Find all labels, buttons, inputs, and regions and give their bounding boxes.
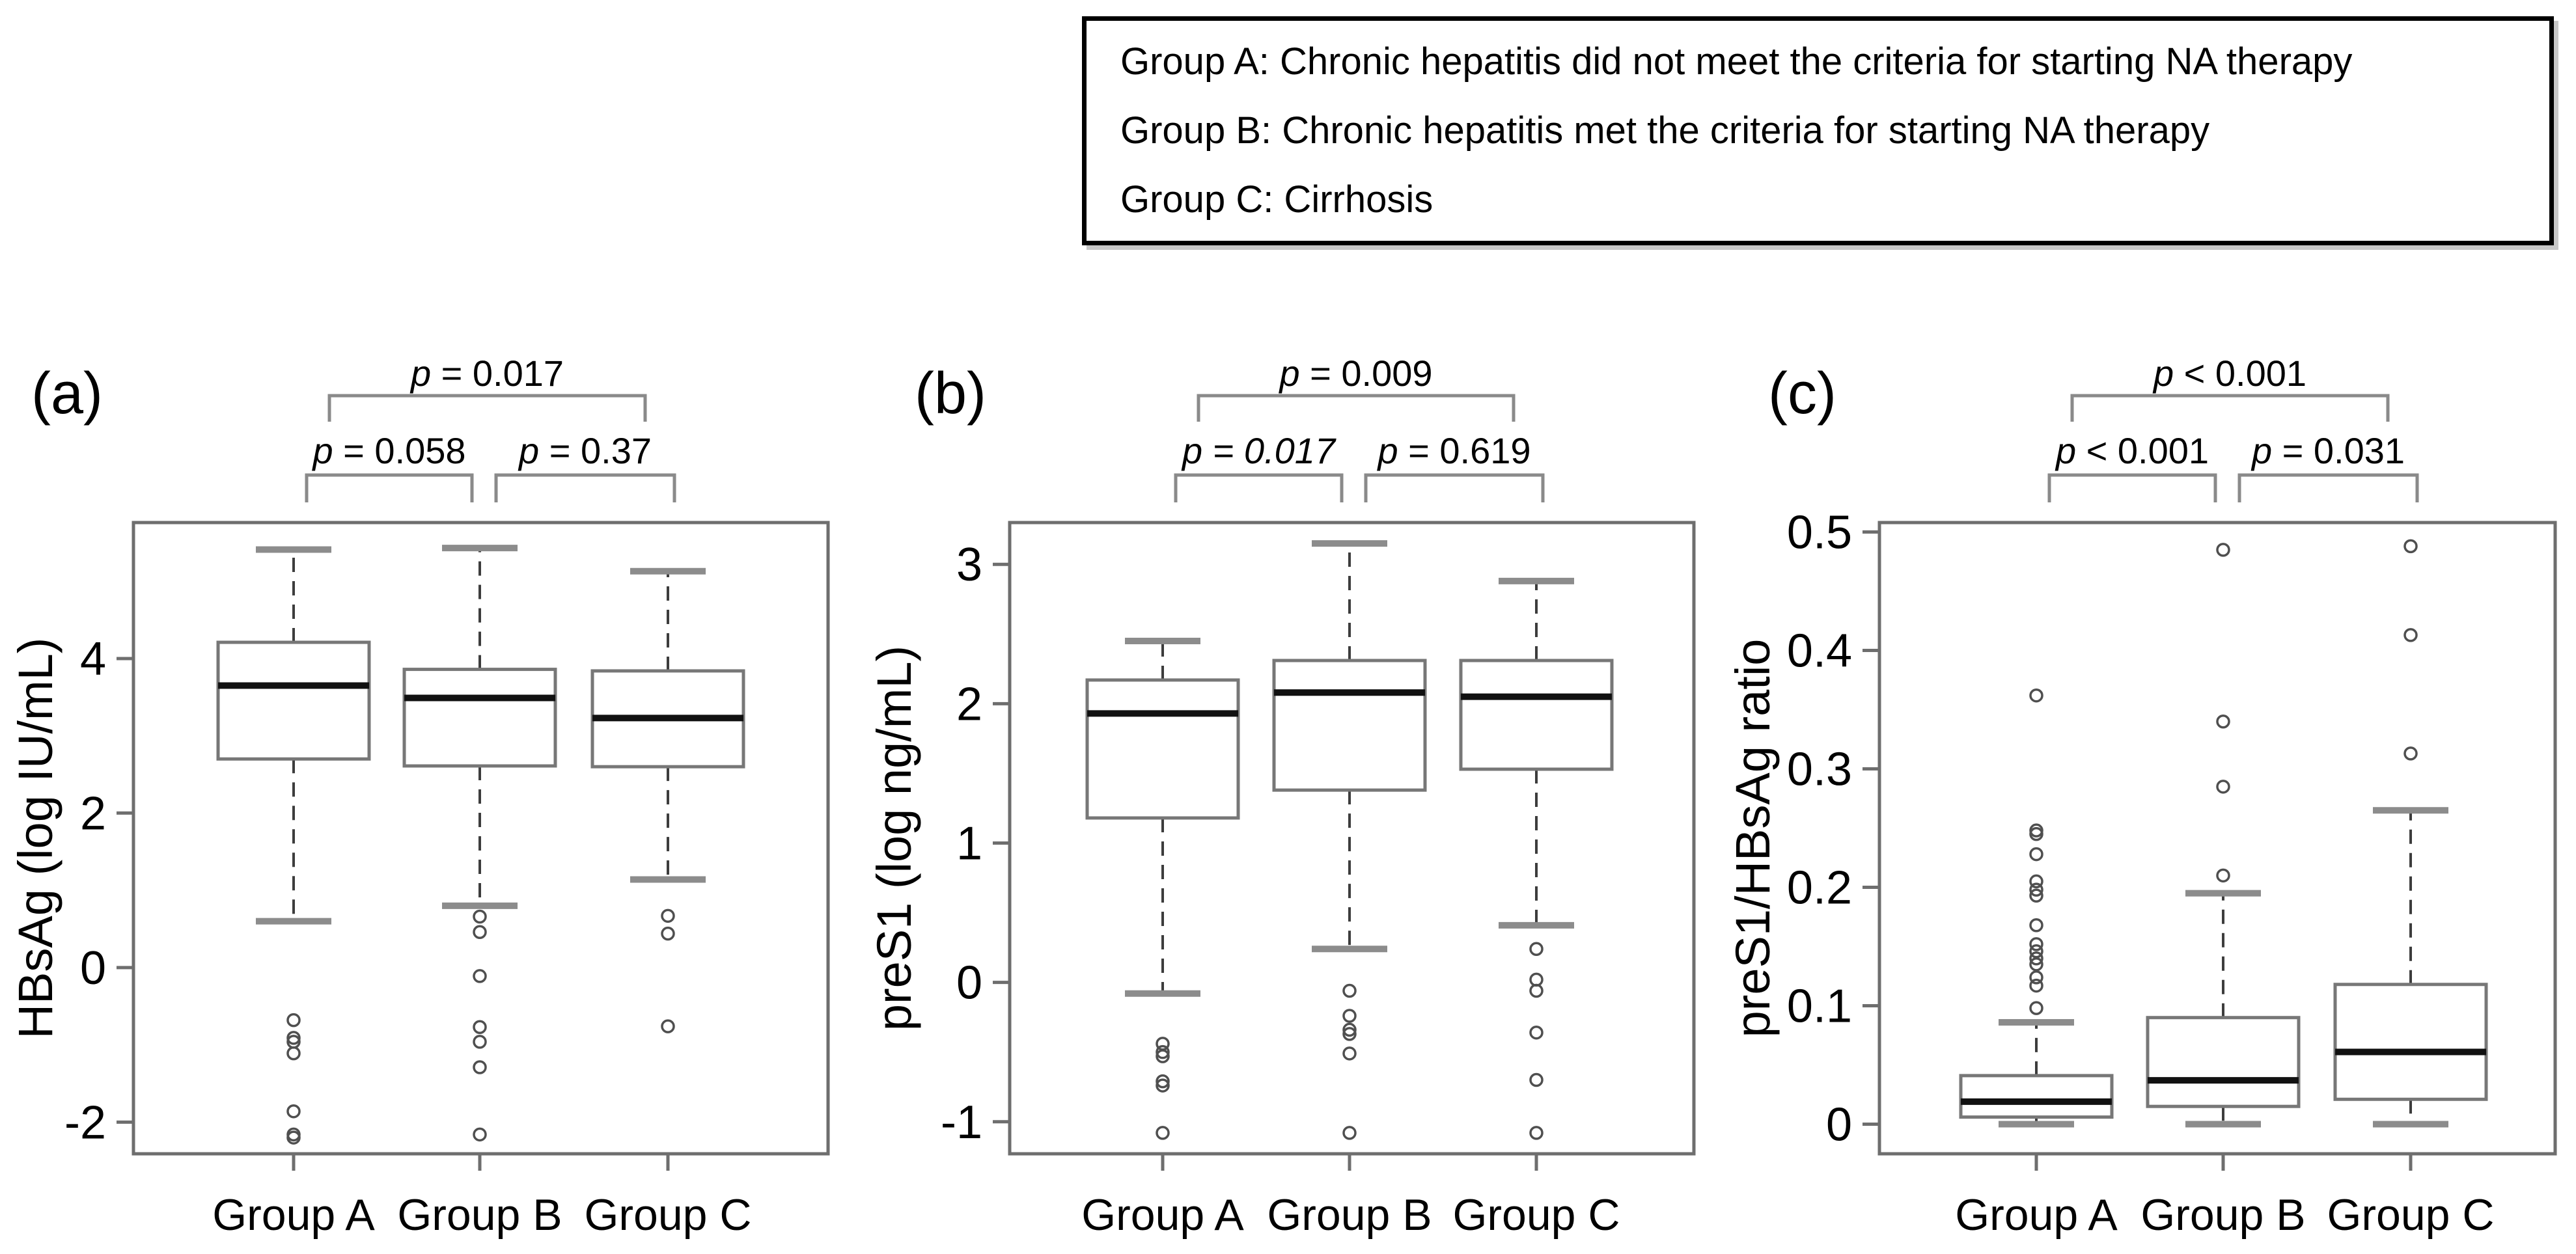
y-axis-title: preS1 (log ng/mL) (867, 645, 921, 1031)
outlier-point (2217, 544, 2229, 556)
y-axis-title: preS1/HBsAg ratio (1726, 638, 1780, 1038)
legend-line-group-b: Group B: Chronic hepatitis met the criteria for starting NA therapy (1120, 109, 2210, 152)
iqr-box (218, 642, 369, 759)
x-category-label: Group C (2327, 1190, 2495, 1240)
panel-label: (a) (31, 361, 103, 426)
p-value-label-0: p < 0.001 (2153, 353, 2307, 394)
box-group-group-c (2335, 540, 2486, 1124)
outlier-point (1157, 1127, 1169, 1139)
comparison-bracket-0 (329, 396, 645, 422)
outlier-point (1530, 985, 1542, 996)
p-value-label-2: p = 0.031 (2251, 430, 2405, 471)
outlier-point (2030, 690, 2042, 702)
outlier-point (1530, 1074, 1542, 1086)
y-tick-label: 0.2 (1786, 862, 1852, 914)
outlier-point (2030, 972, 2042, 983)
outlier-point (1530, 943, 1542, 955)
y-tick-label: 0.3 (1786, 743, 1852, 796)
outlier-point (1344, 1048, 1355, 1059)
comparison-bracket-0 (2072, 396, 2388, 422)
outlier-point (1530, 974, 1542, 985)
panel-c-svg (1717, 0, 2576, 1251)
outlier-point (2217, 781, 2229, 793)
comparison-bracket-2 (496, 475, 674, 502)
box-group-group-c (592, 571, 743, 1032)
x-category-label: Group B (1267, 1190, 1432, 1240)
legend-line-group-c: Group C: Cirrhosis (1120, 178, 1433, 221)
y-tick-label: 0 (79, 942, 106, 994)
outlier-point (662, 1020, 674, 1032)
box-group-group-a (218, 550, 369, 1144)
comparison-bracket-2 (2239, 475, 2417, 502)
y-tick-label: 1 (956, 817, 982, 870)
outlier-point (2217, 869, 2229, 881)
outlier-point (288, 1106, 299, 1117)
comparison-bracket-2 (1366, 475, 1543, 502)
outlier-point (2030, 875, 2042, 887)
x-category-label: Group A (212, 1190, 375, 1240)
y-tick-label: -2 (64, 1097, 106, 1149)
x-category-label: Group B (397, 1190, 562, 1240)
box-group-group-b (2148, 544, 2299, 1125)
outlier-point (662, 910, 674, 921)
y-tick-label: -1 (940, 1096, 982, 1149)
y-tick-label: 0 (1825, 1098, 1852, 1151)
panel-b-pres1-boxplot (859, 0, 1717, 1251)
outlier-point (2405, 748, 2417, 759)
p-value-label-1: p = 0.017 (1182, 430, 1336, 471)
outlier-point (2030, 1002, 2042, 1014)
panel-label: (c) (1768, 361, 1836, 426)
outlier-point (474, 1061, 486, 1073)
outlier-point (474, 1036, 486, 1048)
panel-c-ratio-boxplot (1717, 0, 2576, 1251)
outlier-point (288, 1048, 299, 1059)
p-value-label-2: p = 0.619 (1378, 430, 1531, 471)
box-group-group-a (1961, 690, 2112, 1125)
y-tick-label: 2 (956, 678, 982, 731)
comparison-bracket-1 (307, 475, 472, 502)
y-tick-label: 0.1 (1786, 980, 1852, 1033)
comparison-bracket-0 (1198, 396, 1514, 422)
box-group-group-b (1274, 543, 1425, 1139)
panel-label: (b) (915, 361, 986, 426)
iqr-box (1274, 661, 1425, 790)
outlier-point (1344, 1127, 1355, 1139)
iqr-box (2335, 985, 2486, 1100)
outlier-point (474, 1021, 486, 1033)
box-group-group-c (1461, 581, 1612, 1139)
y-tick-label: 0.5 (1786, 506, 1852, 559)
legend-line-group-a: Group A: Chronic hepatitis did not meet the criteria for starting NA therapy (1120, 40, 2353, 83)
panel-a-hbsag-boxplot (0, 0, 859, 1251)
outlier-point (1344, 1010, 1355, 1022)
iqr-box (2148, 1018, 2299, 1106)
box-group-group-a (1087, 641, 1238, 1139)
panel-a-svg (0, 0, 859, 1251)
y-tick-label: 3 (956, 539, 982, 592)
outlier-point (662, 928, 674, 940)
y-tick-label: 0.4 (1786, 625, 1852, 677)
x-category-label: Group C (1452, 1190, 1620, 1240)
p-value-label-1: p < 0.001 (2055, 430, 2209, 471)
outlier-point (2405, 629, 2417, 641)
x-category-label: Group C (584, 1190, 752, 1240)
outlier-point (2405, 540, 2417, 552)
p-value-label-0: p = 0.017 (410, 353, 564, 394)
p-value-label-0: p = 0.009 (1279, 353, 1433, 394)
outlier-point (474, 1128, 486, 1140)
p-value-label-1: p = 0.058 (312, 430, 466, 471)
panel-b-svg (859, 0, 1717, 1251)
x-category-label: Group A (1955, 1190, 2118, 1240)
outlier-point (474, 926, 486, 938)
comparison-bracket-1 (1176, 475, 1342, 502)
outlier-point (474, 911, 486, 923)
p-value-label-2: p = 0.37 (519, 430, 652, 471)
y-tick-label: 4 (79, 633, 106, 685)
outlier-point (474, 970, 486, 982)
y-tick-label: 2 (79, 787, 106, 840)
outlier-point (2030, 938, 2042, 950)
iqr-box (1461, 661, 1612, 769)
outlier-point (288, 1015, 299, 1026)
comparison-bracket-1 (2049, 475, 2215, 502)
outlier-point (1344, 985, 1355, 996)
y-tick-label: 0 (956, 957, 982, 1009)
box-group-group-b (404, 548, 555, 1140)
x-category-label: Group B (2140, 1190, 2306, 1240)
outlier-point (2030, 920, 2042, 931)
iqr-box (1087, 680, 1238, 818)
iqr-box (404, 670, 555, 766)
iqr-box (1961, 1076, 2112, 1117)
x-category-label: Group A (1081, 1190, 1244, 1240)
outlier-point (1530, 1027, 1542, 1039)
outlier-point (2030, 849, 2042, 860)
outlier-point (2217, 716, 2229, 728)
outlier-point (1530, 1127, 1542, 1139)
y-axis-title: HBsAg (log IU/mL) (8, 637, 62, 1039)
